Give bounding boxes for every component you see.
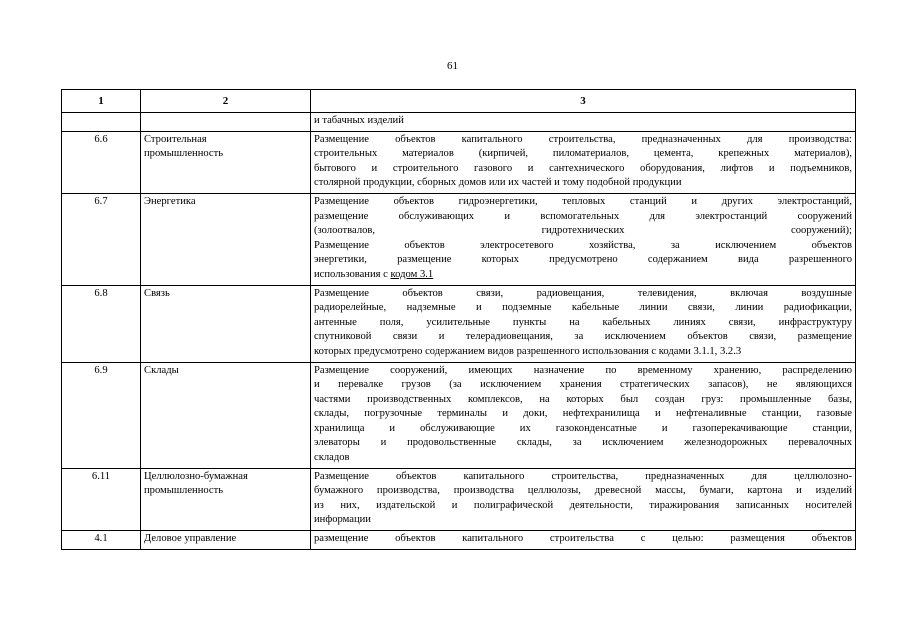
row-code-cell	[62, 113, 141, 132]
row-name-cell	[141, 193, 311, 285]
row-description-cell	[311, 468, 856, 530]
description-line: складов	[314, 452, 350, 464]
description-text: использования с	[314, 268, 391, 280]
description-line: Размещение объектов электросетевого хозяйства, за исключением объектов	[314, 239, 852, 251]
name-line: Целлюлозно-бумажная	[144, 470, 248, 482]
description-line: размещение обслуживающих и вспомогательных для электростанций сооружений	[314, 210, 852, 222]
row-code-cell: 6.11	[62, 468, 141, 530]
description-line: и табачных изделий	[314, 115, 404, 126]
description-line: энергетики, размещение которых предусмотрено содержанием вида разрешенного	[314, 254, 852, 266]
table-row	[62, 131, 856, 193]
name-line: Строительная	[144, 133, 207, 145]
description-line: столярной продукции, сборных домов или их частей и тому подобной продукции	[314, 177, 682, 189]
description-line: из них, издательской и полиграфической деятельности, тиражирования записанных носителей	[314, 499, 852, 511]
land-use-table	[61, 89, 856, 550]
row-code-cell: 4.1	[62, 531, 141, 550]
row-name-cell	[141, 468, 311, 530]
description-line: частями производственных комплексов, на которых был создан груз: промышленные базы,	[314, 393, 852, 405]
name-line: Деловое управление	[144, 533, 237, 545]
row-name-cell	[141, 113, 311, 132]
description-line: Размещение сооружений, имеющих назначение по временному хранению, распределению	[314, 364, 852, 376]
table-row-continuation	[62, 113, 856, 132]
description-line: которых предусмотрено содержанием видов разрешенного использования с кодами 3.1.1, 3.2.3	[314, 345, 742, 357]
description-line: Размещение объектов капитального строительства, предназначенных для целлюлозно-	[314, 470, 852, 482]
row-description-cell	[311, 531, 856, 550]
row-description-cell	[311, 113, 856, 132]
row-code-cell: 6.9	[62, 362, 141, 468]
code-reference-link[interactable]: кодом 3.1	[390, 268, 434, 280]
row-code-cell: 6.6	[62, 131, 141, 193]
row-code-cell: 6.7	[62, 193, 141, 285]
table-row	[62, 285, 856, 362]
name-line: Склады	[144, 364, 179, 376]
name-line: Связь	[144, 287, 170, 299]
description-line: Размещение объектов капитального строительства, предназначенных для производства:	[314, 133, 852, 145]
row-name-cell	[141, 285, 311, 362]
table-row	[62, 362, 856, 468]
table-row	[62, 468, 856, 530]
row-name-cell	[141, 362, 311, 468]
row-name-cell	[141, 531, 311, 550]
description-line: элеваторы и продовольственные склады, за исключением железнодорожных перевалочных	[314, 437, 852, 449]
name-line: промышленность	[144, 148, 224, 160]
row-description-cell	[311, 193, 856, 285]
header-col-1: 1	[62, 90, 141, 113]
header-col-2: 2	[141, 90, 311, 113]
table-header-row	[62, 90, 856, 113]
row-name-cell	[141, 131, 311, 193]
description-line: и перевалке грузов (за исключением хранения стратегических запасов), не являющихся	[314, 379, 852, 391]
row-description-cell	[311, 131, 856, 193]
description-line: строительных материалов (кирпичей, пиломатериалов, цемента, крепежных материалов),	[314, 148, 852, 160]
name-line: промышленность	[144, 485, 224, 497]
name-line: Энергетика	[144, 195, 196, 207]
row-description-cell	[311, 285, 856, 362]
row-description-cell	[311, 362, 856, 468]
description-line: бумажного производства, производства целлюлозы, древесной массы, бумаги, картона и изделий	[314, 485, 852, 497]
table-body	[62, 113, 856, 550]
description-line: Размещение объектов гидроэнергетики, тепловых станций и других электростанций,	[314, 195, 852, 207]
description-line: хранилища и обслуживающие их газоконденсатные и газоперекачивающие станции,	[314, 422, 852, 434]
description-line	[314, 268, 852, 283]
table-row	[62, 531, 856, 550]
description-line: информации	[314, 514, 371, 526]
description-line: (золоотвалов, гидротехнических сооружений);	[314, 225, 852, 237]
header-col-3: 3	[311, 90, 856, 113]
description-line: антенные поля, усилительные пункты на кабельных линиях связи, инфраструктуру	[314, 316, 852, 328]
description-line: склады, погрузочные терминалы и доки, нефтехранилища и нефтеналивные станции, газовые	[314, 408, 852, 420]
table-row	[62, 193, 856, 285]
description-line: бытового и строительного газового и сантехнического оборудования, лифтов и подъемников,	[314, 162, 852, 174]
description-line: Размещение объектов связи, радиовещания, телевидения, включая воздушные	[314, 287, 852, 299]
description-line: радиорелейные, надземные и подземные кабельные линии связи, линии радиофикации,	[314, 302, 852, 314]
row-code-cell: 6.8	[62, 285, 141, 362]
page-number: 61	[447, 60, 458, 72]
description-line: размещение объектов капитального строительства с целью: размещения объектов	[314, 533, 852, 545]
description-line: спутниковой связи и телерадиовещания, за исключением объектов связи, размещение	[314, 331, 852, 343]
